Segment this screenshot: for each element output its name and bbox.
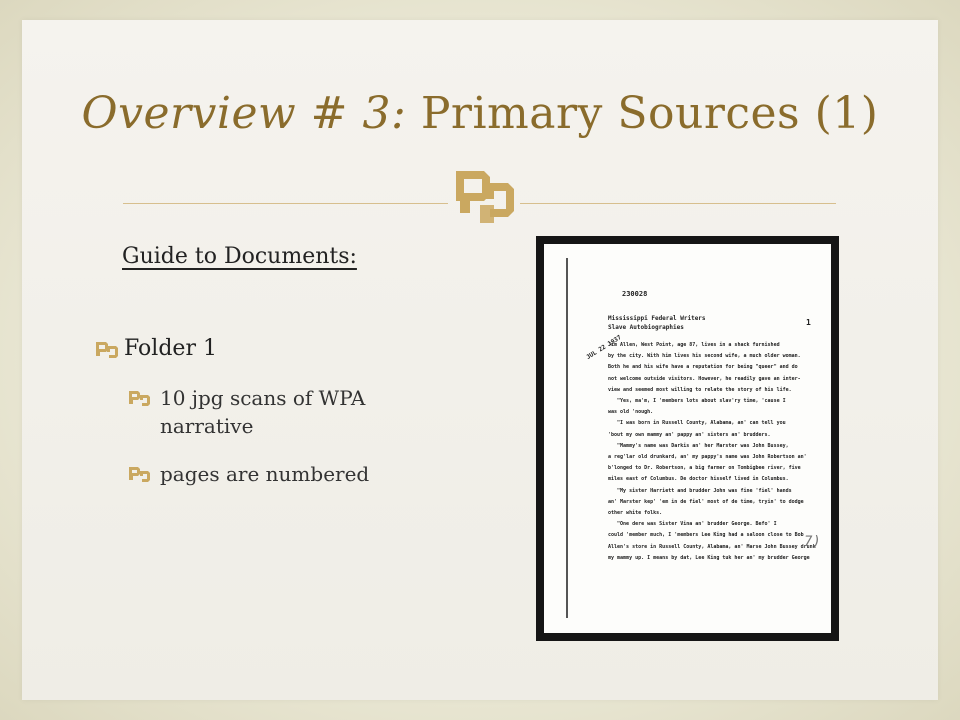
- bullet-folder-1-label: Folder 1: [124, 336, 217, 361]
- scan-page-number: 1: [806, 318, 811, 327]
- sub-bullet-icon: [128, 466, 152, 482]
- divider-line-left: [123, 203, 448, 204]
- sub-bullet-pages-label: pages are numbered: [160, 462, 370, 486]
- slide-title: [0, 88, 960, 139]
- scan-body-text: Jim Allen, West Point, age 87, lives in a shack furnished by the city. With him lives his second wife, a much older woman. Both he and his wife have a reputation for being "queer" and do not welcome outside visitors. However, he readily gave an inter- view and seemed most willing to relate the story of his life. "Yes, ma'm, I 'members lots about slav'ry time, 'cause I was old 'nough. "I was born in Russell County, Alabama, an' can tell you 'bout my own mammy an' pappy an' sisters an' brudders. "Mammy's name was Darkis an' her Marster was John Bussey, a reg'lar old drunkard, an' my pappy's name was John Robertson an' b'longed to Dr. Robertson, a big farmer on Tombigbee river, five miles east of Columbus. De doctor hisself lived in Columbus. "My sister Harriett and brudder John was fine 'fiel' hands an' Marster kep' 'em in de fiel' most of de time, tryin' to dodge other white folks. "One dere was Sister Vina an' brudder George. Befo' I could 'member much, I 'members Lee King had a saloon close to Bob Allen's store in Russell County, Alabama, an' Marse John Bussey drunk my mammy up. I means by dat, Lee King tuk her an' my brudder George: [608, 342, 816, 561]
- scan-subheader: Mississippi Federal Writers Slave Autobiographies: [608, 315, 706, 331]
- guide-heading: Guide to Documents:: [122, 244, 357, 269]
- wpa-narrative-scan-image: [536, 236, 839, 641]
- scan-header: 230028: [622, 290, 648, 298]
- divider-line-right: [520, 203, 836, 204]
- title-plain-part: Primary Sources (1): [406, 88, 879, 139]
- scan-date-stamp: JUL 22 1937: [585, 333, 623, 362]
- bullet-folder-1: [94, 336, 217, 361]
- scan-handwritten-mark: 7): [804, 534, 821, 550]
- sub-bullet-scans-label: 10 jpg scans of WPA narrative: [160, 386, 366, 438]
- sub-bullet-scans: [128, 384, 448, 440]
- title-italic-part: Overview # 3:: [81, 88, 407, 139]
- bullet-icon: [94, 340, 120, 358]
- sub-bullet-pages: [128, 460, 448, 488]
- ornament-icon: [450, 165, 522, 225]
- scan-page: [544, 244, 831, 633]
- sub-bullet-icon: [128, 390, 152, 406]
- scan-page-edge: [566, 258, 568, 618]
